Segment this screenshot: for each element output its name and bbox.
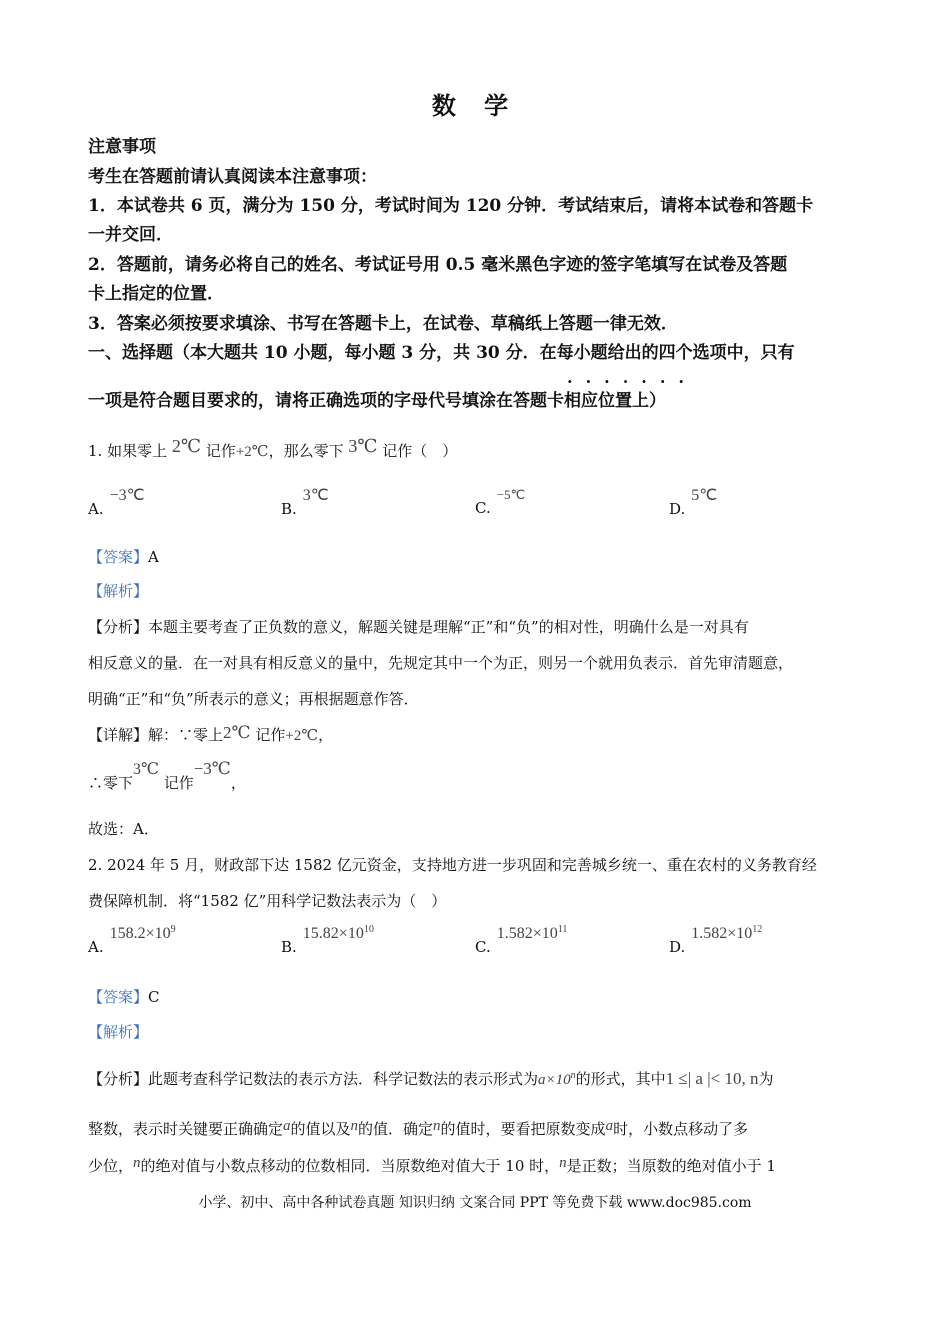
q1-option-b[interactable]: B.3℃ — [281, 487, 329, 518]
page-footer: 小学、初中、高中各种试卷真题 知识归纳 文案合同 PPT 等免费下载 www.doc985.com — [198, 1195, 752, 1211]
notice-item-2: 2．答题前，请务必将自己的姓名、考试证号用 0.5 毫米黑色字迹的签字笔填写在试卷及答题 — [88, 255, 788, 275]
question-2-cont: 费保障机制．将“1582 亿”用科学记数法表示为（ ） — [88, 892, 447, 910]
q1-fenxi-2: 相反意义的量．在一对具有相反意义的量中，先规定其中一个为正，则另一个就用负表示．首先审清题意， — [88, 654, 794, 672]
section-heading: 一、选择题（本大题共 10 小题，每小题 3 分，共 30 分．在每小题给出的四个选项中，只有 — [88, 343, 795, 363]
page-title: 数 学 — [431, 91, 519, 120]
notice-heading: 注意事项 — [88, 137, 156, 157]
q2-option-c[interactable]: $C.1.582\times 10^{11}$ — [475, 924, 568, 956]
q1-fenxi-1: 【分析】本题主要考查了正负数的意义，解题关键是理解“正”和“负”的相对性，明确什么是一对具有 — [88, 618, 749, 636]
q1-option-a[interactable]: A.−3℃ — [88, 487, 145, 518]
question-1: 1. 如果零上 2℃ 记作+2℃，那么零下 3℃ 记作（ ） — [88, 436, 458, 460]
q2-fenxi-1: 【分析】此题考查科学记数法的表示方法．科学记数法的表示形式为$a\times 10^n$的形式，其中1 ≤| a |< 10, n为 — [88, 1069, 774, 1088]
q2-fenxi-3: 少位，n的绝对值与小数点移动的位数相同．当原数绝对值大于 10 时，n是正数；当原数的绝对值小于 1 — [88, 1155, 776, 1175]
emphasis-dots: ······· — [567, 372, 697, 391]
notice-item-2-cont: 卡上指定的位置． — [88, 284, 224, 304]
q2-fenxi-2: 整数，表示时关键要正确确定a的值以及n的值．确定n的值时，要看把原数变成a时，小数点移动了多 — [88, 1118, 749, 1138]
q1-analysis-tag: 【解析】 — [88, 582, 149, 600]
q1-choose: 故选：A． — [88, 820, 159, 838]
q2-option-b[interactable]: $B.15.82\times 10^{10}$ — [281, 924, 374, 956]
notice-intro: 考生在答题前请认真阅读本注意事项： — [88, 167, 377, 187]
question-2: 2. 2024 年 5 月，财政部下达 1582 亿元资金，支持地方进一步巩固和完善城乡统一、重在农村的义务教育经 — [88, 856, 817, 874]
q1-option-c[interactable]: C.−5℃ — [475, 487, 526, 517]
q2-answer: 【答案】C — [88, 988, 160, 1006]
q1-fenxi-3: 明确“正”和“负”所表示的意义；再根据题意作答． — [88, 690, 419, 708]
section-heading-cont: 一项是符合题目要求的，请将正确选项的字母代号填涂在答题卡相应位置上） — [88, 391, 666, 411]
q2-option-d[interactable]: $D.1.582\times 10^{12}$ — [669, 924, 763, 956]
q1-detail-2: ∴零下3℃ 记作−3℃， — [88, 759, 246, 792]
q1-detail: 【详解】解：∵零上2℃ 记作+2℃， — [88, 723, 334, 744]
notice-item-1-cont: 一并交回． — [88, 225, 173, 245]
q1-option-d[interactable]: D.5℃ — [669, 487, 718, 518]
notice-item-3: 3．答案必须按要求填涂、书写在答题卡上，在试卷、草稿纸上答题一律无效． — [88, 314, 678, 334]
q2-option-a[interactable]: $A.158.2\times 10^9$ — [88, 924, 176, 956]
notice-item-1: 1．本试卷共 6 页，满分为 150 分，考试时间为 120 分钟．考试结束后，请将本试卷和答题卡 — [88, 196, 814, 216]
q1-answer: 【答案】A — [88, 548, 159, 566]
q2-analysis-tag: 【解析】 — [88, 1023, 149, 1041]
